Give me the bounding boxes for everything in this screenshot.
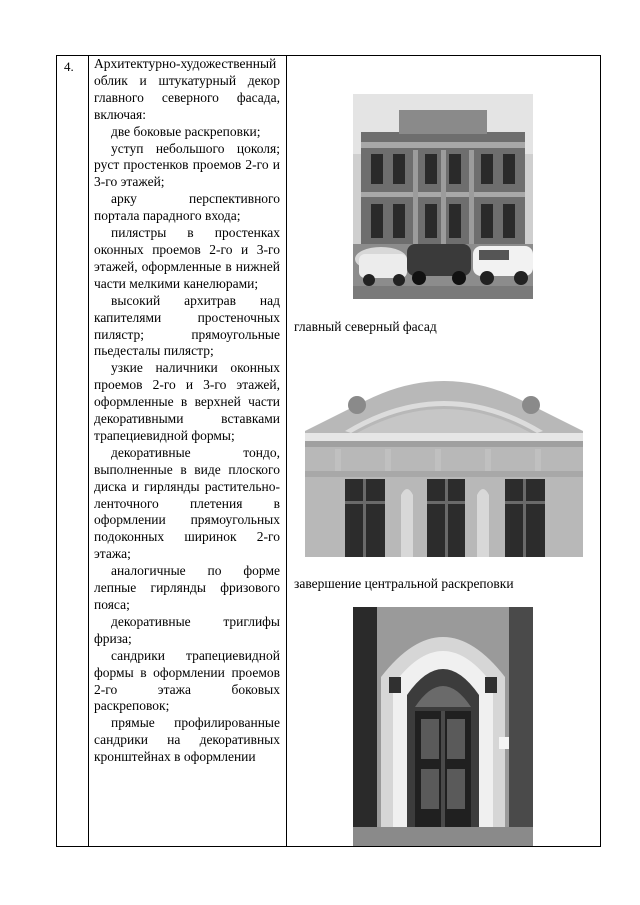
caption-north-facade: главный северный фасад (294, 319, 437, 334)
column-divider-2 (286, 55, 287, 847)
description-item: высокий архитрав над капителями простеночных пилястр; прямоугольные пьедесталы пилястр; (94, 292, 280, 359)
row-number: 4. (64, 59, 74, 74)
description-intro: Архитектурно-художественный облик и штукатурный декор главного северного фасада, включая: (94, 56, 280, 122)
description-item: пилястры в простенках оконных проемов 2-го и 3-го этажей, оформленные в нижней части мелкими канелюрами; (94, 225, 280, 291)
table-border-right (600, 55, 601, 847)
description-item: декоративные тондо, выполненные в виде плоского диска и гирлянды растительно-ленточного плетения в оформлении прямоугольных подоконных ширинок 2-го этажа; (94, 444, 280, 562)
description-item: две боковые раскреповки; (111, 123, 261, 139)
central-projection-photo (305, 371, 583, 557)
description-item: уступ небольшого цоколя; руст простенков проемов 2-го и 3-го этажей; (94, 140, 280, 190)
entrance-portal-photo (353, 607, 533, 846)
north-facade-photo (353, 94, 533, 299)
description-item: прямые профилированные сандрики на декоративных кронштейнах в оформлении (94, 715, 280, 765)
table-border-bottom (56, 846, 601, 847)
element-description (94, 56, 280, 766)
description-item: узкие наличники оконных проемов 2-го и 3-го этажей, оформленные в верхней части декоративными вставками трапециевидной формы; (94, 360, 280, 443)
column-divider-1 (88, 55, 89, 847)
description-item: аналогичные по форме лепные гирлянды фризового пояса; (94, 563, 280, 612)
description-item: арку перспективного портала парадного входа; (94, 191, 280, 224)
description-item: декоративные триглифы фриза; (94, 613, 280, 646)
caption-central-projection: завершение центральной раскреповки (294, 576, 514, 591)
description-item: сандрики трапециевидной формы в оформлении проемов 2-го этажа боковых раскреповок; (94, 647, 280, 714)
table-border-left (56, 55, 57, 847)
